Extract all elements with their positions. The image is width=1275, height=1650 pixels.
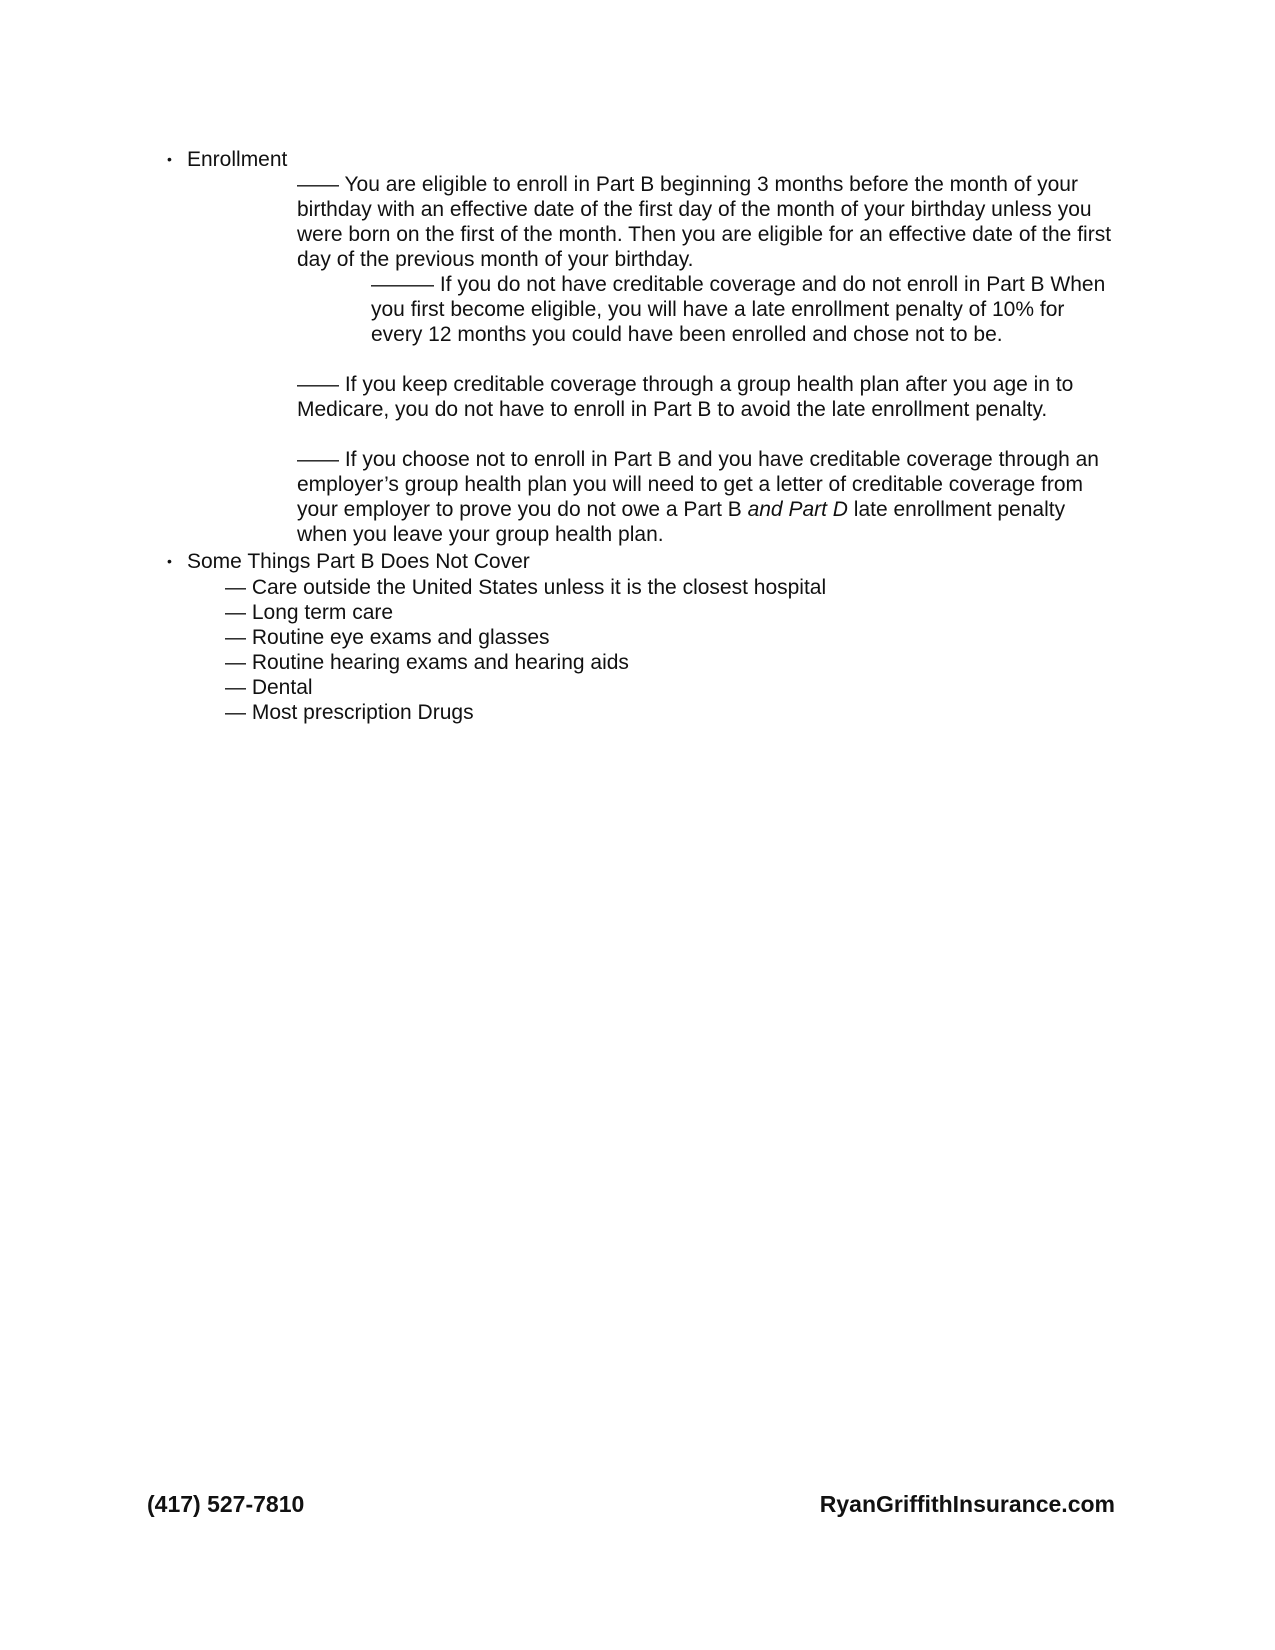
list-item: — Most prescription Drugs — [225, 701, 474, 724]
not-covered-list — [225, 575, 826, 725]
letter-text-end: late enrollment penalty when you leave your group health plan. — [297, 498, 1066, 546]
list-item: — Routine eye exams and glasses — [225, 626, 550, 649]
enrollment-paragraph-letter — [297, 447, 1107, 547]
enrollment-heading: Enrollment — [187, 148, 288, 171]
not-covered-heading-row — [167, 549, 530, 574]
letter-text-italic: and Part D — [747, 498, 848, 521]
footer-website: RyanGriffithInsurance.com — [819, 1491, 1115, 1517]
enrollment-paragraph-eligibility: —— You are eligible to enroll in Part B beginning 3 months before the month of your birthday with an effective date of the first day of the month of your birthday unless you were born on the first of the month. Then you are eligible for an effective date of the first day of the previous month of your birthday. — [297, 173, 1112, 271]
footer-phone: (417) 527-7810 — [147, 1491, 305, 1517]
enrollment-heading-row — [167, 147, 287, 172]
list-item: — Dental — [225, 676, 313, 699]
list-item: — Routine hearing exams and hearing aids — [225, 651, 629, 674]
letter-text-start: —— If you choose not to enroll in Part B and you have creditable coverage through an employer’s group health plan you will need to get a letter of creditable coverage from your employer to prove you do not owe a Part B — [297, 448, 1099, 521]
list-item: — Long term care — [225, 601, 394, 624]
list-item: — Care outside the United States unless it is the closest hospital — [225, 576, 827, 599]
bullet-icon: • — [167, 553, 172, 569]
enrollment-paragraph-late-penalty: ——— If you do not have creditable coverage and do not enroll in Part B When you first become eligible, you will have a late enrollment penalty of 10% for every 12 months you could have been enrolled and chose not to be. — [371, 273, 1106, 346]
enrollment-paragraph-group-plan: —— If you keep creditable coverage through a group health plan after you age in to Medicare, you do not have to enroll in Part B to avoid the late enrollment penalty. — [297, 373, 1074, 421]
bullet-icon: • — [167, 151, 172, 167]
not-covered-heading: Some Things Part B Does Not Cover — [187, 550, 530, 573]
